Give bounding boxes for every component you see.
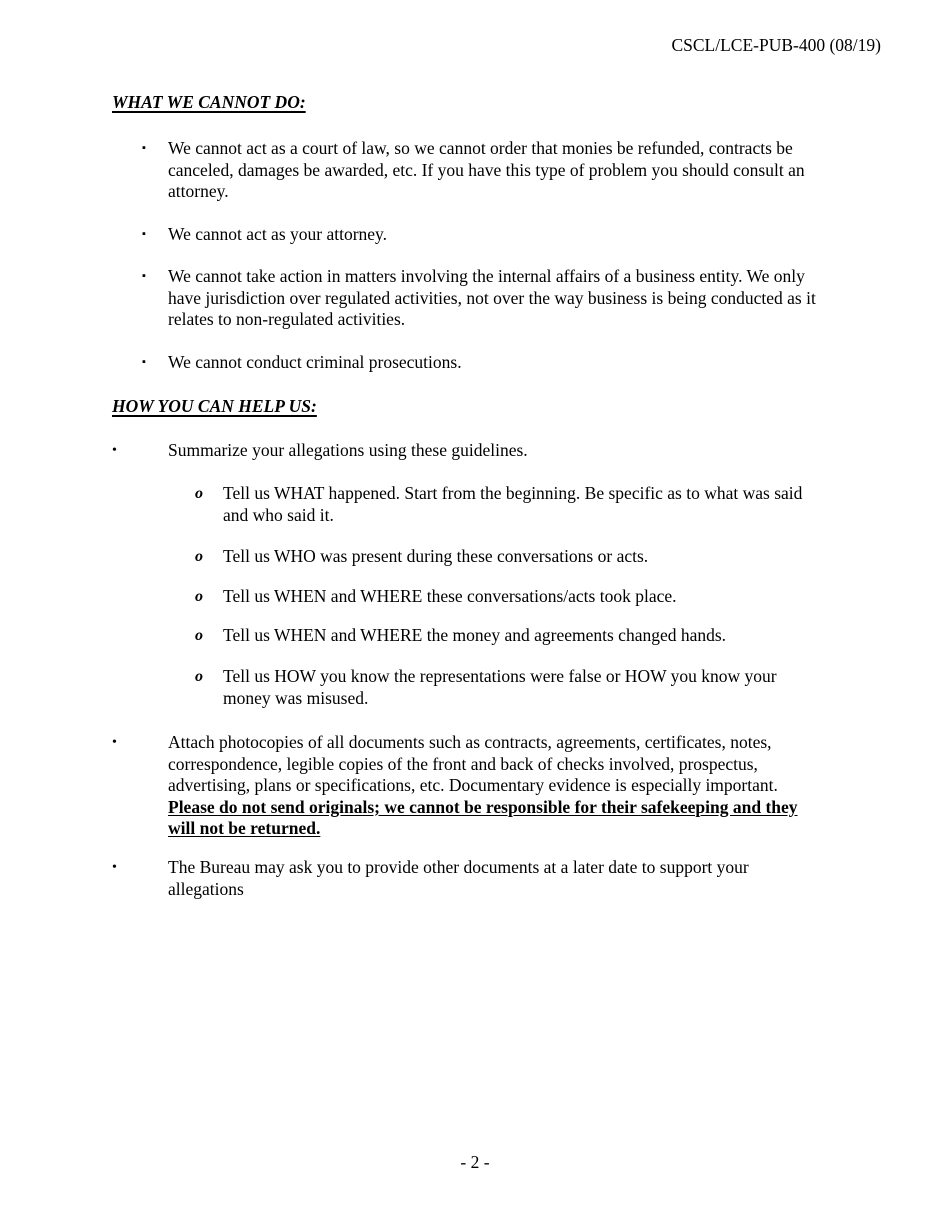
square-bullet-icon: ▪ [142,228,146,240]
bullet-item-text: Summarize your allegations using these guidelines. [168,440,528,460]
round-bullet-icon: • [112,860,117,875]
document-code: CSCL/LCE-PUB-400 (08/19) [671,35,881,55]
square-bullet-icon: ▪ [142,270,146,282]
page-number: - 2 - [460,1152,490,1172]
circle-bullet-icon: o [195,627,203,644]
list-item-text: We cannot act as a court of law, so we cannot order that monies be refunded, contracts be canceled, damages be awarded, etc. If you have this type of problem you should consult an attorney. [168,138,805,201]
attach-instructions: Attach photocopies of all documents such as contracts, agreements, certificates, notes, correspondence, legible copies of the front and back of checks involved, prospectus, advertising, plans or specifications, etc. Documentary evidence is especially important. [168,732,778,795]
square-bullet-icon: ▪ [142,142,146,154]
square-bullet-icon: ▪ [142,356,146,368]
originals-warning: Please do not send originals; we cannot be responsible for their safekeeping and they will not be returned. [168,796,798,838]
round-bullet-icon: • [112,735,117,750]
round-bullet-icon: • [112,443,117,458]
circle-bullet-icon: o [195,668,203,685]
bullet-item-text [168,732,813,840]
circle-bullet-icon: o [195,485,203,502]
guideline-text: Tell us WHAT happened. Start from the beginning. Be specific as to what was said and who said it. [223,483,803,525]
guideline-text: Tell us WHEN and WHERE the money and agreements changed hands. [223,625,727,645]
section-heading-cannot-do: WHAT WE CANNOT DO: [112,92,306,112]
guideline-text: Tell us WHEN and WHERE these conversations/acts took place. [223,586,677,606]
list-item-text: We cannot take action in matters involving the internal affairs of a business entity. We only have jurisdiction over regulated activities, not over the way business is being conducted as it relates to non-regulated activities. [168,266,816,329]
guideline-text: Tell us WHO was present during these conversations or acts. [223,546,649,566]
guideline-text: Tell us HOW you know the representations were false or HOW you know your money was misused. [223,666,777,708]
section-heading-help-us: HOW YOU CAN HELP US: [112,396,317,416]
list-item-text: We cannot conduct criminal prosecutions. [168,352,462,372]
list-item-text: We cannot act as your attorney. [168,224,388,244]
bullet-item-text: The Bureau may ask you to provide other documents at a later date to support your allegations [168,857,749,899]
circle-bullet-icon: o [195,548,203,565]
circle-bullet-icon: o [195,588,203,605]
